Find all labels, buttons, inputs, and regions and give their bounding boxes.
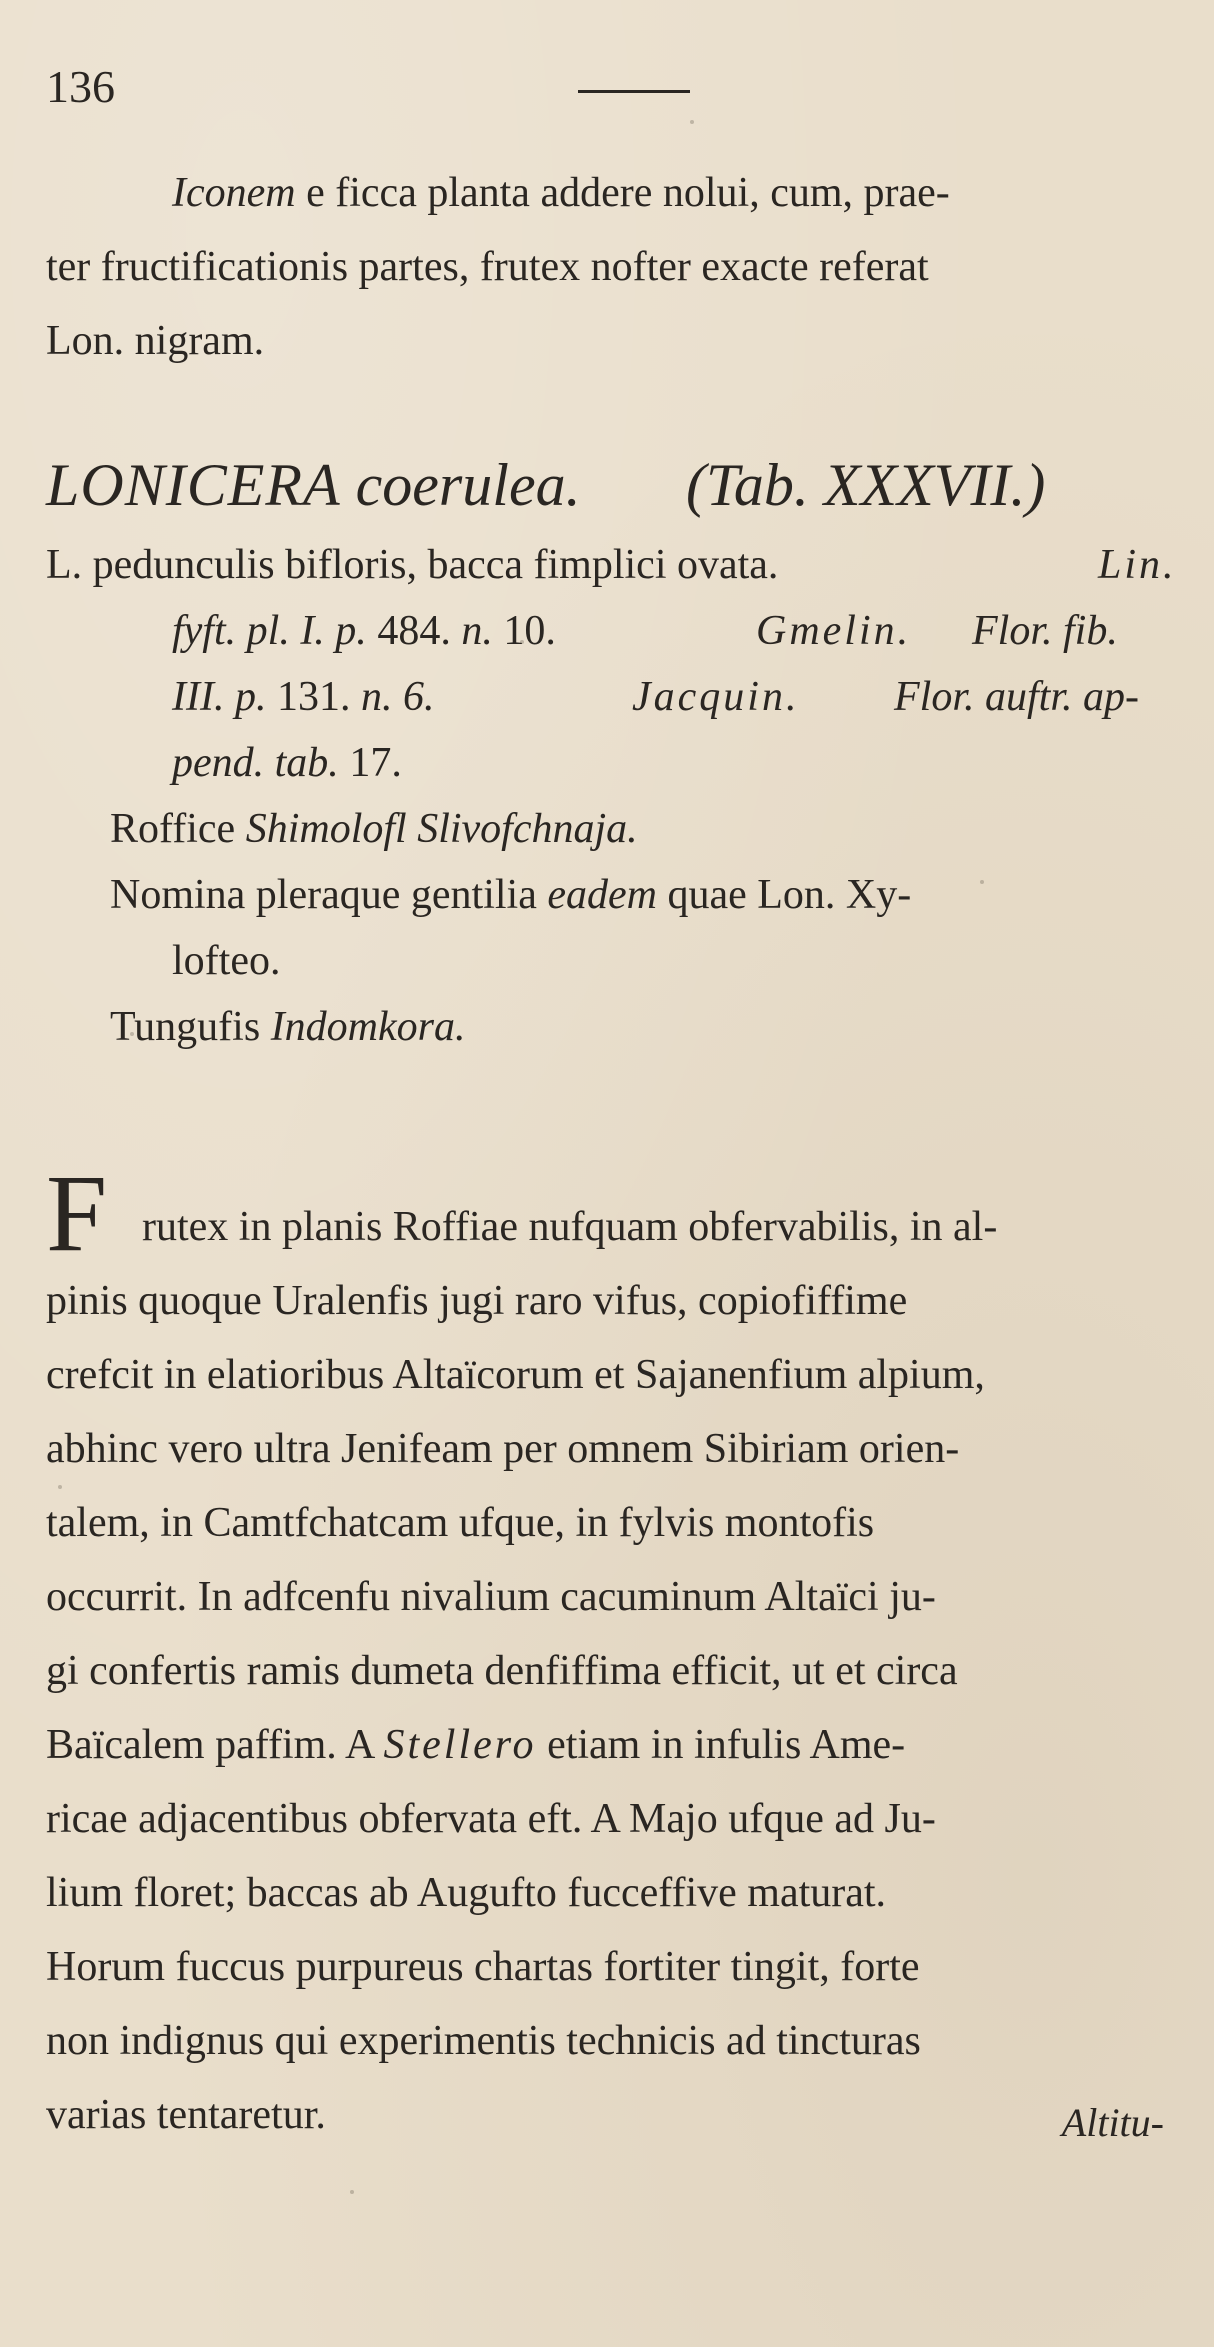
genus-name: LONICERA: [46, 452, 341, 518]
body-line-11: Horum fuccus purpureus chartas fortiter tingit, forte: [46, 1944, 920, 1990]
drop-cap: F: [46, 1152, 108, 1274]
body-line-8: Baïcalem paffim. A Stellero etiam in infulis Ame-: [46, 1722, 906, 1768]
vernacular-names-line-2: lofteo.: [172, 938, 281, 984]
species-epithet: coerulea.: [340, 452, 581, 518]
species-heading: [46, 450, 1166, 530]
synonymy-line-3: III. p. 131. n. 6.: [172, 674, 435, 720]
body-line-13: varias tentaretur.: [46, 2092, 326, 2138]
header-rule: [578, 90, 690, 93]
synonymy-flora-sib: Flor. fib.: [972, 608, 1118, 654]
running-head: [46, 62, 1168, 112]
synonymy-block: [46, 540, 1177, 1140]
note-line-2: ter fructificationis partes, frutex nofter exacte referat: [46, 244, 929, 290]
synonymy-gmelin-ref: Gmelin.: [756, 608, 912, 654]
body-line-2: pinis quoque Uralenfis jugi raro vifus, copiofiffime: [46, 1278, 908, 1324]
paper-speck: [690, 120, 694, 124]
synonymy-line-2: fyft. pl. I. p. 484. n. 10.: [172, 608, 556, 654]
body-line-6: occurrit. In adfcenfu nivalium cacuminum Altaïci ju-: [46, 1574, 936, 1620]
body-line-3: crefcit in elatioribus Altaïcorum et Sajanenfium alpium,: [46, 1352, 985, 1398]
body-line-12: non indignus qui experimentis technicis ad tincturas: [46, 2018, 921, 2064]
catchword: Altitu-: [1061, 2100, 1164, 2145]
synonymy-line-4: pend. tab. 17.: [172, 740, 402, 786]
synonymy-line-1: L. pedunculis bifloris, bacca fimplici ovata.: [46, 542, 779, 588]
description-paragraph: [46, 1152, 1166, 2170]
paper-speck: [58, 1485, 62, 1489]
body-line-7: gi confertis ramis dumeta denfiffima efficit, ut et circa: [46, 1648, 958, 1694]
synonymy-jacquin-ref: Jacquin.: [632, 674, 800, 720]
paper-speck: [130, 1032, 134, 1036]
synonymy-linnaeus-ref: Lin.: [1098, 542, 1177, 588]
species-title: [46, 450, 581, 520]
note-line-1: Iconem e ficca planta addere nolui, cum, prae-: [172, 170, 950, 216]
body-line-4: abhinc vero ultra Jenifeam per omnem Sibiriam orien-: [46, 1426, 960, 1472]
note-line-3: Lon. nigram.: [46, 318, 265, 364]
body-line-10: lium floret; baccas ab Augufto fucceffive maturat.: [46, 1870, 887, 1916]
russian-name-line: Roffice Shimolofl Slivofchnaja.: [110, 806, 638, 852]
body-line-5: talem, in Camtfchatcam ufque, in fylvis montofis: [46, 1500, 875, 1546]
plate-reference: (Tab. XXXVII.): [686, 452, 1046, 518]
paper-speck: [520, 640, 524, 644]
synonymy-flora-austr: Flor. auftr. ap-: [894, 674, 1140, 720]
page-number: 136: [46, 61, 115, 112]
vernacular-names-line: Nomina pleraque gentilia eadem quae Lon. Xy-: [110, 872, 912, 918]
paper-speck: [980, 880, 984, 884]
body-line-1: rutex in planis Roffiae nufquam obfervabilis, in al-: [142, 1204, 998, 1250]
body-line-9: ricae adjacentibus obfervata eft. A Majo ufque ad Ju-: [46, 1796, 936, 1842]
tungusic-name-line: Tungufis Indomkora.: [110, 1004, 466, 1050]
introductory-note: [46, 160, 1166, 380]
paper-speck: [350, 2190, 354, 2194]
